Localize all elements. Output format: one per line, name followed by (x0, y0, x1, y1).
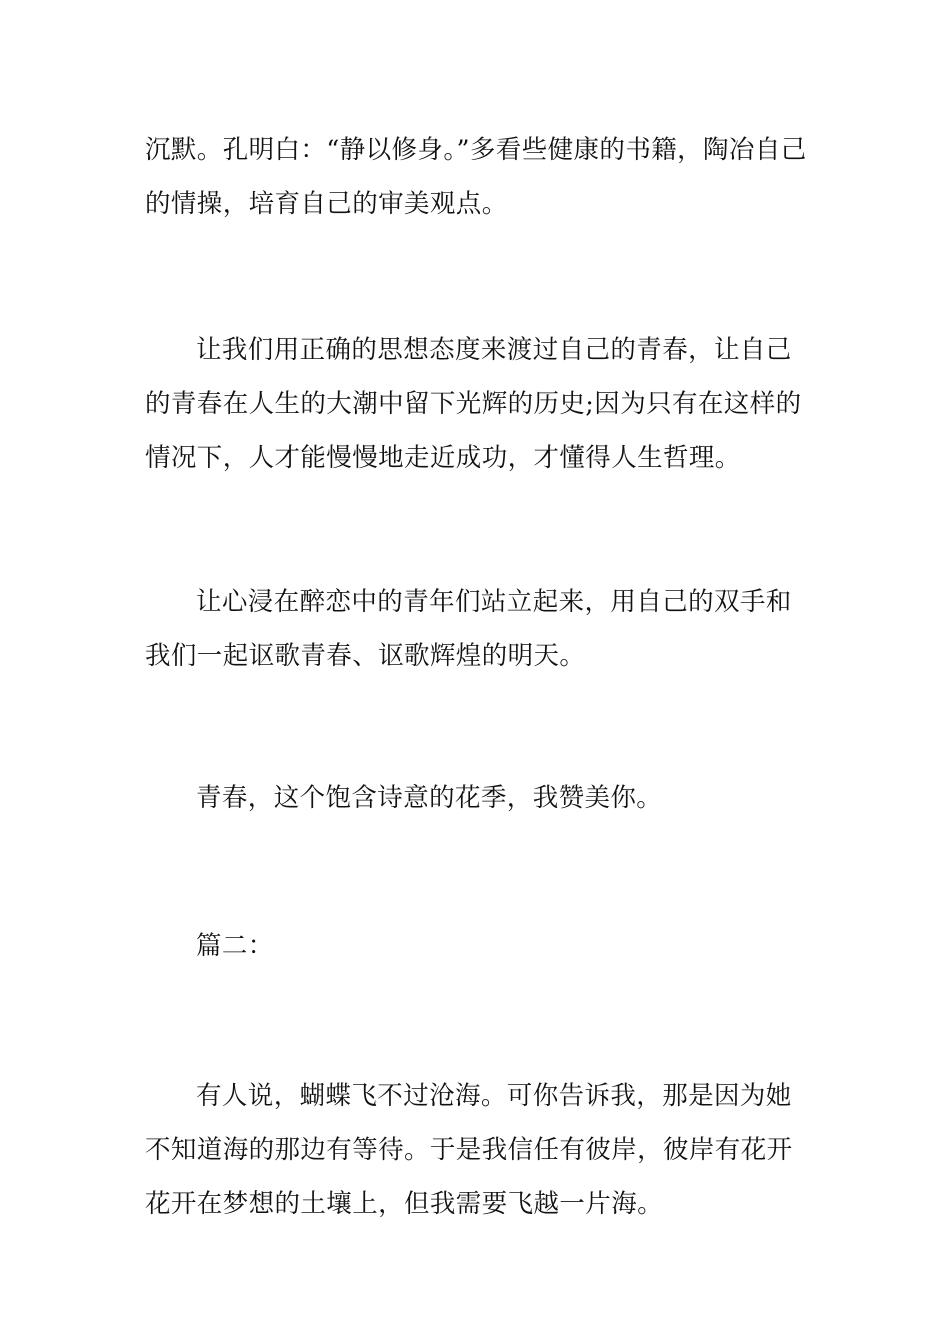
paragraph-2: 让我们用正确的思想态度来渡过自己的青春，让自己的青春在人生的大潮中留下光辉的历史;因为只有在这样的情况下，人才能慢慢地走近成功，才懂得人生哲理。 (145, 335, 802, 473)
paragraph-4: 青春，这个饱含诗意的花季，我赞美你。 (196, 783, 663, 813)
paragraph-1: 沉默。孔明白：“静以修身。”多看些健康的书籍，陶冶自己的情操，培育自己的审美观点。 (145, 135, 807, 219)
paragraph-3: 让心浸在醉恋中的青年们站立起来，用自己的双手和我们一起讴歌青春、讴歌辉煌的明天。 (145, 587, 792, 671)
paragraph-5: 有人说，蝴蝶飞不过沧海。可你告诉我，那是因为她不知道海的那边有等待。于是我信任有彼岸，彼岸有花开花开在梦想的土壤上，但我需要飞越一片海。 (145, 1081, 793, 1219)
section-heading: 篇二： (196, 931, 274, 961)
